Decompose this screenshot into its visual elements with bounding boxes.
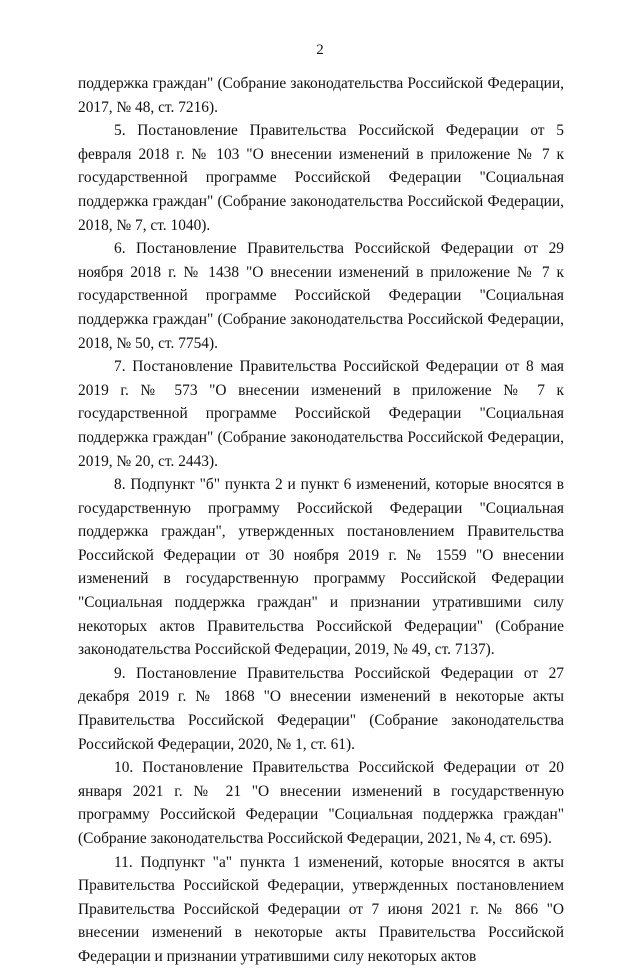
paragraph-item-11: 11. Подпункт "а" пункта 1 изменений, которые вносятся в акты Правительства Российской Федерации, утвержденных постановлением Правительства Российской Федерации от 7 июня 2021 г. № 866 "О внесении изменений в некоторые акты Правительства Российской Федерации и признании утратившими силу некоторых актов xyxy=(78,853,564,965)
document-body xyxy=(78,72,564,969)
page-number: 2 xyxy=(316,42,324,58)
paragraph-item-5: 5. Постановление Правительства Российской Федерации от 5 февраля 2018 г. № 103 "О внесении изменений в приложение № 7 к государственной программе Российской Федерации "Социальная поддержка граждан" (Собрание законодательства Российской Федерации, 2018, № 7, ст. 1040). xyxy=(78,122,564,234)
paragraph-item-7: 7. Постановление Правительства Российской Федерации от 8 мая 2019 г. № 573 "О внесении изменений в приложение № 7 к государственной программе Российской Федерации "Социальная поддержка граждан" (Собрание законодательства Российской Федерации, 2019, № 20, ст. 2443). xyxy=(78,358,564,470)
paragraph-item-10: 10. Постановление Правительства Российской Федерации от 20 января 2021 г. № 21 "О внесении изменений в государственную программу Российской Федерации "Социальная поддержка граждан" (Собрание законодательства Российской Федерации, 2021, № 4, ст. 695). xyxy=(78,759,564,847)
paragraph-continuation: поддержка граждан" (Собрание законодательства Российской Федерации, 2017, № 48, ст. 7216). xyxy=(78,75,564,116)
paragraph-item-9: 9. Постановление Правительства Российской Федерации от 27 декабря 2019 г. № 1868 "О внесении изменений в некоторые акты Правительства Российской Федерации" (Собрание законодательства Российской Федерации, 2020, № 1, ст. 61). xyxy=(78,664,564,753)
paragraph-item-8: 8. Подпункт "б" пункта 2 и пункт 6 изменений, которые вносятся в государственную программу Российской Федерации "Социальная поддержка граждан", утвержденных постановлением Правительства Российской Федерации от 30 ноября 2019 г. № 1559 "О внесении изменений в государственную программу Российской Федерации "Социальная поддержка граждан" и признании утратившими силу некоторых актов Правительства Российской Федерации" (Собрание законодательства Российской Федерации, 2019, № 49, ст. 7137). xyxy=(78,476,564,659)
paragraph-item-6: 6. Постановление Правительства Российской Федерации от 29 ноября 2018 г. № 1438 "О внесении изменений в приложение № 7 к государственной программе Российской Федерации "Социальная поддержка граждан" (Собрание законодательства Российской Федерации, 2018, № 50, ст. 7754). xyxy=(78,240,564,352)
